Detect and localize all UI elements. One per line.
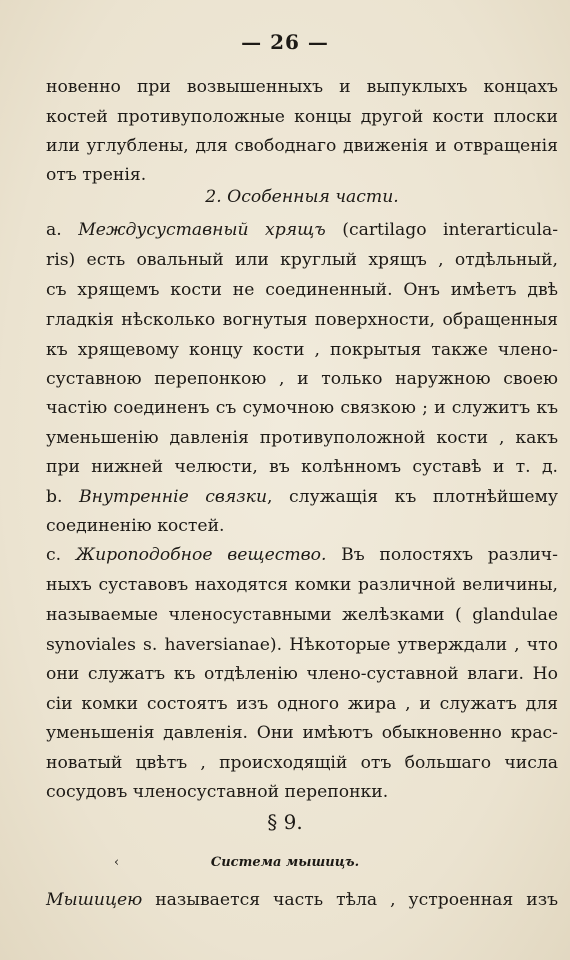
term-rest: Въ полостяхъ различ-	[326, 545, 558, 565]
text-line: или углублены, для свободнаго движенія и отвращенія	[46, 136, 558, 156]
section-heading: 2. Особенныя части.	[205, 187, 399, 207]
text-line: ныхъ суставовъ находятся комки различной величины,	[46, 575, 558, 595]
term-italic: Жироподобное вещество.	[75, 545, 327, 565]
term-rest: (cartilago interarticula-	[325, 220, 558, 240]
text-line: отъ тренія.	[46, 165, 147, 185]
text-line: костей противуположные концы другой кости плоски	[46, 107, 558, 127]
text-line: новатый цвѣтъ , происходящій отъ большаго числа	[46, 753, 558, 773]
text-line: они служатъ къ отдѣленію члено-суставной влаги. Но	[46, 664, 558, 684]
text-line: сосудовъ членосуставной перепонки.	[46, 782, 389, 802]
text-line: уменьшенія давленія. Они имѣютъ обыкновенно крас-	[46, 723, 558, 743]
section-number: § 9.	[267, 810, 303, 834]
item-prefix: c.	[46, 545, 76, 565]
term-rest: , служащія къ плотнѣйшему	[267, 487, 558, 507]
printer-mark: ‹	[114, 855, 120, 870]
text-line: называемые членосуставными желѣзками ( glandulae	[46, 605, 558, 625]
term-italic: Внутренніе связки	[79, 487, 268, 507]
item-prefix: b.	[46, 487, 80, 507]
text-line: съ хрящемъ кости не соединенный. Онъ имѣетъ двѣ	[46, 280, 558, 300]
text-line: при нижней челюсти, въ колѣнномъ суставѣ и т. д.	[46, 457, 558, 477]
text-line	[46, 215, 558, 245]
text-line	[46, 540, 558, 570]
page-number: — 26 —	[241, 30, 329, 54]
term-italic: Междусуставный хрящъ	[78, 220, 326, 240]
text-line: соединенію костей.	[46, 516, 225, 536]
text-line	[46, 482, 558, 512]
text-line: къ хрящевому концу кости , покрытыя также члено-	[46, 340, 558, 360]
section-subheading: Система мышицъ.	[210, 855, 360, 870]
text-line: гладкія нѣсколько вогнутыя поверхности, обращенныя	[46, 310, 558, 330]
text-line: synoviales s. haversianae). Нѣкоторые утверждали , что	[46, 635, 558, 655]
text-line: частію соединенъ съ сумочною связкою ; и служитъ къ	[46, 398, 558, 418]
text-line: суставною перепонкою , и только наружною своею	[46, 369, 558, 389]
term-rest: называется часть тѣла , устроенная изъ	[142, 890, 558, 910]
text-line	[46, 885, 558, 915]
text-line: ris) есть овальный или круглый хрящъ , отдѣльный,	[46, 250, 558, 270]
term-italic: Мышицею	[46, 890, 143, 910]
text-line: сіи комки состоятъ изъ одного жира , и служатъ для	[46, 694, 558, 714]
text-line: уменьшенію давленія противуположной кости , какъ	[46, 428, 558, 448]
item-prefix: a.	[46, 220, 79, 240]
text-line: новенно при возвышенныхъ и выпуклыхъ концахъ	[46, 77, 558, 97]
